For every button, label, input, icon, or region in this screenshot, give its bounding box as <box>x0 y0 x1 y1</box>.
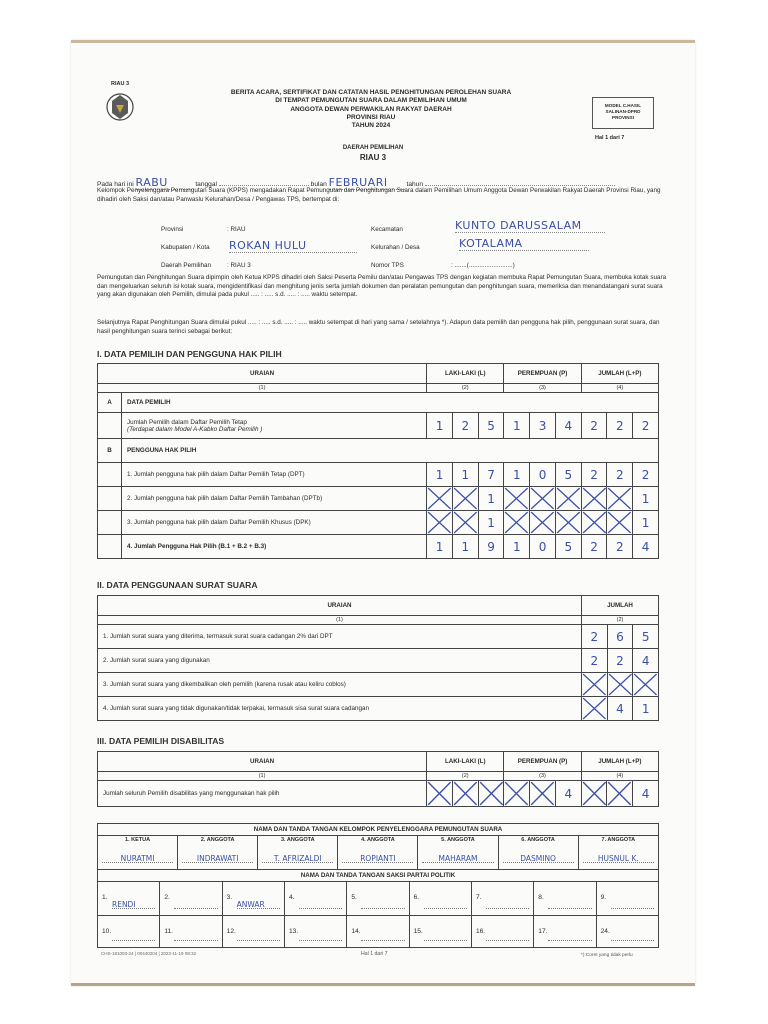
digit-cell[interactable]: 2 <box>607 463 633 487</box>
spacer-cell <box>98 487 122 511</box>
cross-out-icon <box>504 487 529 510</box>
saksi-signature-cell[interactable] <box>471 882 533 916</box>
page-number: Hal 1 dari 7 <box>595 135 625 141</box>
col-jumlah: JUMLAH (L+P) <box>581 364 658 384</box>
col-uraian: URAIAN <box>98 364 427 384</box>
kecamatan-label: Kecamatan <box>371 226 403 233</box>
logo-label: RIAU 3 <box>110 81 130 87</box>
saksi-signature-cell[interactable] <box>347 916 409 948</box>
digit-cell[interactable]: 4 <box>633 781 659 807</box>
crossed-cell[interactable] <box>581 487 607 511</box>
signature-line <box>342 862 413 863</box>
saksi-number: 7. <box>475 894 482 901</box>
digit-cell[interactable]: 1 <box>633 511 659 535</box>
signature-line <box>262 862 333 863</box>
kpps-signature-table <box>97 823 659 882</box>
cross-out-icon <box>607 487 632 510</box>
digit-cell[interactable]: 1 <box>633 487 659 511</box>
dapil-label: DAERAH PEMILIHAN <box>342 145 404 151</box>
digit-cell[interactable]: 6 <box>607 625 633 649</box>
kpu-emblem-icon <box>103 87 137 135</box>
saksi-name: RENDI <box>112 900 136 909</box>
col-number: (4) <box>581 384 658 393</box>
crossed-cell[interactable] <box>504 511 530 535</box>
kpps-name: MAHARAM <box>438 854 478 863</box>
cross-out-icon <box>607 511 632 534</box>
digit-cell[interactable]: 2 <box>582 625 608 649</box>
model-line: SALINAN-DPRD <box>605 109 641 114</box>
digit-cell[interactable]: 9 <box>478 535 504 559</box>
digit-cell[interactable]: 7 <box>478 463 504 487</box>
saksi-signature-cell[interactable] <box>409 882 471 916</box>
table-row <box>98 781 659 807</box>
crossed-cell[interactable] <box>452 487 478 511</box>
crossed-cell[interactable] <box>581 511 607 535</box>
saksi-number: 2. <box>164 894 170 901</box>
signature-line <box>182 862 253 863</box>
col-number: (3) <box>504 384 581 393</box>
digit-cell[interactable]: 1 <box>427 413 453 439</box>
cross-out-icon <box>582 487 607 510</box>
digit-cell[interactable]: 2 <box>581 413 607 439</box>
signature-line <box>486 940 529 941</box>
dapil-value: RIAU 3 <box>359 153 387 162</box>
digit-cell[interactable]: 4 <box>607 697 633 721</box>
col-number: (4) <box>581 772 658 781</box>
title-line: TAHUN 2024 <box>351 122 391 130</box>
digit-cell[interactable]: 0 <box>530 463 556 487</box>
saksi-signature-cell[interactable] <box>160 882 222 916</box>
signature-line <box>361 908 404 909</box>
dapil-field-label: Daerah Pemilihan <box>161 262 212 269</box>
footer-code: CHS-181003-24 | 00440204 | 2023-11-19 08:32 <box>101 951 197 956</box>
row-label: 2. Jumlah pengguna hak pilih dalam Daftar Pemilih Tambahan (DPTb) <box>121 487 426 511</box>
digit-cell[interactable]: 1 <box>633 697 659 721</box>
kpu-logo <box>103 81 137 135</box>
kpps-signature-cell[interactable] <box>578 836 658 870</box>
saksi-number: 16. <box>475 928 486 935</box>
kpps-role: 7. ANGGOTA <box>601 837 636 843</box>
cross-out-icon <box>556 511 581 534</box>
kpps-signature-cell[interactable] <box>338 836 418 870</box>
table-row <box>98 673 659 697</box>
row-label: 4. Jumlah surat suara yang tidak digunakan/tidak terpakai, termasuk sisa surat suara cadangan <box>98 697 582 721</box>
table-row <box>98 511 659 535</box>
row-label: 2. Jumlah surat suara yang digunakan <box>98 649 582 673</box>
signature-line <box>424 940 467 941</box>
day-value[interactable]: RABU <box>136 176 194 190</box>
saksi-signature-table <box>97 881 659 948</box>
crossed-cell[interactable] <box>582 673 608 697</box>
data-pemilih-title: DATA PEMILIH <box>121 393 658 413</box>
tps-label: Nomor TPS <box>371 262 404 269</box>
col-laki: LAKI-LAKI (L) <box>427 364 504 384</box>
kpps-signature-cell[interactable] <box>418 836 498 870</box>
saksi-number: 5. <box>351 894 357 901</box>
signature-line <box>548 908 591 909</box>
crossed-cell[interactable] <box>607 673 633 697</box>
cross-out-icon <box>453 511 478 534</box>
kabupaten-value[interactable]: ROKAN HULU <box>229 239 357 253</box>
col-number: (3) <box>504 772 581 781</box>
crossed-cell[interactable] <box>452 511 478 535</box>
saksi-number: 9. <box>600 894 607 901</box>
intro-paragraph: Kelompok Penyelenggara Pemungutan Suara (KPPS) mengadakan Rapat Pemungutan dan Penghitungan Suara dalam Pemilihan Umum Anggota Dewan Perwakilan Rakyat Daerah Provinsi Riau, yang dihadiri oleh Saksi dan/atau Panwaslu Kelurahan/Desa / Pengawas TPS, bertempat di: <box>97 187 661 203</box>
saksi-number: 13. <box>288 928 299 935</box>
saksi-signature-cell[interactable] <box>534 882 596 916</box>
table-row <box>98 413 659 439</box>
digit-cell[interactable]: 1 <box>504 413 530 439</box>
saksi-number: 4. <box>288 894 295 901</box>
table-row <box>98 697 659 721</box>
saksi-signature-cell[interactable] <box>98 882 160 916</box>
signature-line <box>237 940 280 941</box>
kpps-signature-cell[interactable] <box>178 836 258 870</box>
row-label: 1. Jumlah pengguna hak pilih dalam Daftar Pemilih Tetap (DPT) <box>121 463 426 487</box>
signature-line <box>299 940 342 941</box>
col-uraian: URAIAN <box>98 752 427 772</box>
col-perempuan: PEREMPUAN (P) <box>504 752 581 772</box>
crossed-cell[interactable] <box>555 487 581 511</box>
year-label: tahun <box>406 181 424 188</box>
signature-line <box>112 940 155 941</box>
saksi-signature-cell[interactable] <box>534 916 596 948</box>
digit-cell[interactable]: 2 <box>452 413 478 439</box>
saksi-number: 8. <box>538 894 544 901</box>
digit-cell[interactable]: 2 <box>607 413 633 439</box>
signature-line <box>548 940 591 941</box>
section-1-heading: I. DATA PEMILIH DAN PENGGUNA HAK PILIH <box>97 349 282 359</box>
month-value[interactable]: FEBRUARI <box>329 176 405 190</box>
saksi-heading: NAMA DAN TANDA TANGAN SAKSI PARTAI POLITIK <box>98 870 659 882</box>
crossed-cell[interactable] <box>530 487 556 511</box>
digit-cell[interactable]: 3 <box>530 413 556 439</box>
footer-note: *) Coret yang tidak perlu <box>581 953 633 958</box>
cross-out-icon <box>453 487 478 510</box>
document-title <box>191 89 551 130</box>
signature-line <box>583 862 654 863</box>
crossed-cell[interactable] <box>555 511 581 535</box>
digit-cell[interactable]: 2 <box>607 535 633 559</box>
digit-cell[interactable]: 4 <box>633 535 659 559</box>
title-line: ANGGOTA DEWAN PERWAKILAN RAKYAT DAERAH <box>290 105 452 113</box>
crossed-cell[interactable] <box>427 781 453 807</box>
cross-out-icon <box>633 673 658 696</box>
section-2-heading: II. DATA PENGGUNAAN SURAT SUARA <box>97 580 258 590</box>
crossed-cell[interactable] <box>607 781 633 807</box>
digit-cell[interactable]: 2 <box>582 649 608 673</box>
model-box <box>592 97 654 129</box>
cross-out-icon <box>582 511 607 534</box>
kpps-role: 4. ANGGOTA <box>361 837 395 843</box>
kpps-role: 5. ANGGOTA <box>441 837 475 843</box>
row-label: 4. Jumlah Pengguna Hak Pilih (B.1 + B.2 + B.3) <box>121 535 426 559</box>
row-label: 3. Jumlah surat suara yang dikembalikan oleh pemilih (karena rusak atau keliru coblos) <box>98 673 582 697</box>
crossed-cell[interactable] <box>582 697 608 721</box>
saksi-number: 24. <box>600 928 610 935</box>
kpps-heading: NAMA DAN TANDA TANGAN KELOMPOK PENYELENGGARA PEMUNGUTAN SUARA <box>98 824 659 836</box>
digit-cell[interactable]: 5 <box>633 625 659 649</box>
saksi-signature-cell[interactable] <box>160 916 222 948</box>
cross-out-icon <box>479 781 504 806</box>
section-3-heading: III. DATA PEMILIH DISABILITAS <box>97 736 225 746</box>
col-number: (2) <box>427 384 504 393</box>
saksi-number: 11. <box>164 928 174 935</box>
saksi-number: 10. <box>102 928 112 935</box>
saksi-signature-cell[interactable] <box>222 882 284 916</box>
spacer-cell <box>98 511 122 535</box>
digit-cell[interactable]: 1 <box>504 463 530 487</box>
pengguna-title: PENGGUNA HAK PILIH <box>121 439 658 463</box>
saksi-signature-cell[interactable] <box>409 916 471 948</box>
kpps-signature-cell[interactable] <box>258 836 338 870</box>
saksi-number: 1. <box>102 894 108 901</box>
col-number: (1) <box>98 384 427 393</box>
signature-line <box>174 940 217 941</box>
kpps-role: 1. KETUA <box>125 837 151 843</box>
signature-line <box>174 908 217 909</box>
dpt-label <box>121 413 426 439</box>
crossed-cell[interactable] <box>504 487 530 511</box>
digit-cell[interactable]: 4 <box>555 413 581 439</box>
crossed-cell[interactable] <box>530 511 556 535</box>
digit-cell[interactable]: 1 <box>427 535 453 559</box>
saksi-signature-cell[interactable] <box>596 882 658 916</box>
digit-cell[interactable]: 2 <box>633 413 659 439</box>
disability-table <box>97 751 659 807</box>
saksi-signature-cell[interactable] <box>98 916 160 948</box>
col-jumlah: JUMLAH (L+P) <box>581 752 658 772</box>
col-number: (1) <box>98 616 582 625</box>
kpps-role: 2. ANGGOTA <box>200 837 235 843</box>
spacer-cell <box>98 535 122 559</box>
cross-out-icon <box>530 487 555 510</box>
digit-cell[interactable]: 2 <box>633 463 659 487</box>
cross-out-icon <box>582 781 607 806</box>
saksi-signature-cell[interactable] <box>347 882 409 916</box>
crossed-cell[interactable] <box>530 781 556 807</box>
cross-out-icon <box>427 511 452 534</box>
kpps-name: T. AFRIZALDI <box>273 854 322 863</box>
digit-cell[interactable]: 0 <box>530 535 556 559</box>
kpps-name: ROPIANTI <box>360 854 396 863</box>
crossed-cell[interactable] <box>452 781 478 807</box>
digit-cell[interactable]: 5 <box>555 463 581 487</box>
digit-cell[interactable]: 2 <box>607 649 633 673</box>
kelurahan-value[interactable]: KOTALAMA <box>459 237 589 251</box>
kpps-signature-cell[interactable] <box>98 836 178 870</box>
signature-line <box>112 908 155 909</box>
digit-cell[interactable]: 2 <box>581 463 607 487</box>
table-row <box>98 535 659 559</box>
digit-cell[interactable]: 1 <box>427 463 453 487</box>
saksi-number: 12. <box>226 928 236 935</box>
kpps-name: HUSNUL K. <box>597 854 639 863</box>
cross-out-icon <box>504 781 529 806</box>
cross-out-icon <box>530 511 555 534</box>
year-field[interactable] <box>425 185 615 186</box>
row-label: 3. Jumlah pengguna hak pilih dalam Daftar Pemilih Khusus (DPK) <box>121 511 426 535</box>
signature-line <box>424 908 467 909</box>
date-field[interactable] <box>219 185 309 186</box>
saksi-number: 6. <box>413 894 420 901</box>
signature-line <box>422 862 493 863</box>
col-jumlah: JUMLAH <box>582 596 659 616</box>
col-perempuan: PEREMPUAN (P) <box>504 364 581 384</box>
col-number: (1) <box>98 772 427 781</box>
row-label: 1. Jumlah surat suara yang diterima, termasuk surat suara cadangan 2% dari DPT <box>98 625 582 649</box>
saksi-signature-cell[interactable] <box>222 916 284 948</box>
model-line: MODEL C.HASIL <box>604 103 642 108</box>
col-number: (2) <box>427 772 504 781</box>
dapil-field-value: : RIAU 3 <box>227 262 251 269</box>
signature-line <box>611 940 654 941</box>
form-sheet <box>71 40 695 986</box>
kabupaten-label: Kabupaten / Kota <box>161 244 210 251</box>
cross-out-icon <box>504 511 529 534</box>
row-label: Jumlah seluruh Pemilih disabilitas yang menggunakan hak pilih <box>98 781 427 807</box>
crossed-cell[interactable] <box>633 673 659 697</box>
digit-cell[interactable]: 1 <box>452 535 478 559</box>
title-line: DI TEMPAT PEMUNGUTAN SUARA DALAM PEMILIHAN UMUM <box>275 97 467 105</box>
signature-line <box>237 908 280 909</box>
col-number: (2) <box>582 616 659 625</box>
signature-line <box>102 862 173 863</box>
day-prefix: Pada hari ini <box>97 181 134 188</box>
cross-out-icon <box>453 781 478 806</box>
body-paragraph-2: Selanjutnya Rapat Penghitungan Suara dimulai pukul ..... : ..... s.d. ..... : ..... waktu setempat di hari yang sama / setelahnya *). Adapun data pemilih dan pengguna hak pilih, penggunaan surat suara, dan hasil penghitungan suara terinci sebagai berikut: <box>97 319 660 335</box>
crossed-cell[interactable] <box>607 487 633 511</box>
crossed-cell[interactable] <box>427 511 453 535</box>
digit-cell[interactable]: 4 <box>555 781 581 807</box>
dpt-label-line1: Jumlah Pemilih dalam Daftar Pemilih Tetap <box>126 418 247 426</box>
digit-cell[interactable]: 5 <box>555 535 581 559</box>
cross-out-icon <box>582 673 607 696</box>
saksi-name: ANWAR <box>236 900 265 909</box>
ballot-usage-table <box>97 595 659 721</box>
cross-out-icon <box>427 487 452 510</box>
date-label: tanggal <box>195 181 217 188</box>
kpps-role: 3. ANGGOTA <box>280 837 315 843</box>
saksi-number: 14. <box>351 928 361 935</box>
digit-cell[interactable]: 1 <box>504 535 530 559</box>
voter-data-table <box>97 363 659 559</box>
table-row <box>98 625 659 649</box>
signature-line <box>611 908 654 909</box>
col-laki: LAKI-LAKI (L) <box>427 752 504 772</box>
kpps-role: 6. ANGGOTA <box>521 837 555 843</box>
crossed-cell[interactable] <box>478 781 504 807</box>
table-row <box>98 487 659 511</box>
model-line: PROVINSI <box>612 115 634 120</box>
digit-cell[interactable]: 1 <box>478 511 504 535</box>
kelurahan-label: Kelurahan / Desa <box>371 244 420 251</box>
crossed-cell[interactable] <box>504 781 530 807</box>
signature-line <box>299 908 342 909</box>
crossed-cell[interactable] <box>581 781 607 807</box>
saksi-signature-cell[interactable] <box>471 916 533 948</box>
body-paragraph-1: Pemungutan dan Penghitungan Suara dipimpin oleh Ketua KPPS dihadiri oleh Saksi Peserta Pemilu dan/atau Pengawas TPS dengan kegiatan membuka Rapat Pemungutan Suara, membuka kotak suara dan mengeluarkan seluruh isi kotak suara, mengidentifikasi dan menghitung jenis serta jumlah dokumen dan peralatan pemungutan dan penghitungan suara, memeriksa dan menandatangani surat suara yang akan digunakan oleh Pemilih, dimulai pada pukul ..... : ..... s.d. ..... : ..... waktu setempat. <box>97 274 667 299</box>
section-letter-b: B <box>98 439 122 463</box>
cross-out-icon <box>427 781 452 806</box>
saksi-number: 15. <box>413 928 423 935</box>
saksi-signature-cell[interactable] <box>284 916 346 948</box>
kpps-signature-cell[interactable] <box>498 836 578 870</box>
digit-cell[interactable]: 1 <box>478 487 504 511</box>
spacer-cell <box>98 463 122 487</box>
dpt-label-line2: (Terdapat dalam Model A-Kabko Daftar Pemilih ) <box>126 425 263 433</box>
cross-out-icon <box>607 781 632 806</box>
saksi-signature-cell[interactable] <box>596 916 658 948</box>
crossed-cell[interactable] <box>607 511 633 535</box>
digit-cell[interactable]: 4 <box>633 649 659 673</box>
digit-cell[interactable]: 5 <box>478 413 504 439</box>
month-label: bulan <box>310 181 327 188</box>
digit-cell[interactable]: 2 <box>581 535 607 559</box>
kpps-name: INDRAWATI <box>196 854 239 863</box>
title-line: PROVINSI RIAU <box>346 113 396 121</box>
cross-out-icon <box>582 697 607 720</box>
crossed-cell[interactable] <box>427 487 453 511</box>
signature-line <box>503 862 574 863</box>
footer-page: Hal 1 dari 7 <box>361 951 388 957</box>
provinsi-value: : RIAU <box>227 226 246 233</box>
tps-value[interactable]: : .......(.........................) <box>451 262 515 269</box>
cross-out-icon <box>608 673 633 696</box>
signature-line <box>361 940 404 941</box>
saksi-number: 17. <box>538 928 548 935</box>
dapil-block <box>303 145 443 162</box>
table-row <box>98 463 659 487</box>
saksi-signature-cell[interactable] <box>284 882 346 916</box>
cross-out-icon <box>530 781 555 806</box>
title-line: BERITA ACARA, SERTIFIKAT DAN CATATAN HASIL PENGHITUNGAN PEROLEHAN SUARA <box>230 89 512 96</box>
kpps-name: NURATMI <box>120 854 155 863</box>
cross-out-icon <box>556 487 581 510</box>
table-row <box>98 649 659 673</box>
col-uraian: URAIAN <box>98 596 582 616</box>
saksi-number: 3. <box>226 894 233 901</box>
section-letter-a: A <box>98 393 122 413</box>
provinsi-label: Provinsi <box>161 226 184 233</box>
kecamatan-value[interactable]: KUNTO DARUSSALAM <box>455 219 605 233</box>
signature-line <box>486 908 529 909</box>
digit-cell[interactable]: 1 <box>452 463 478 487</box>
kpps-name: DASMINO <box>520 854 556 863</box>
